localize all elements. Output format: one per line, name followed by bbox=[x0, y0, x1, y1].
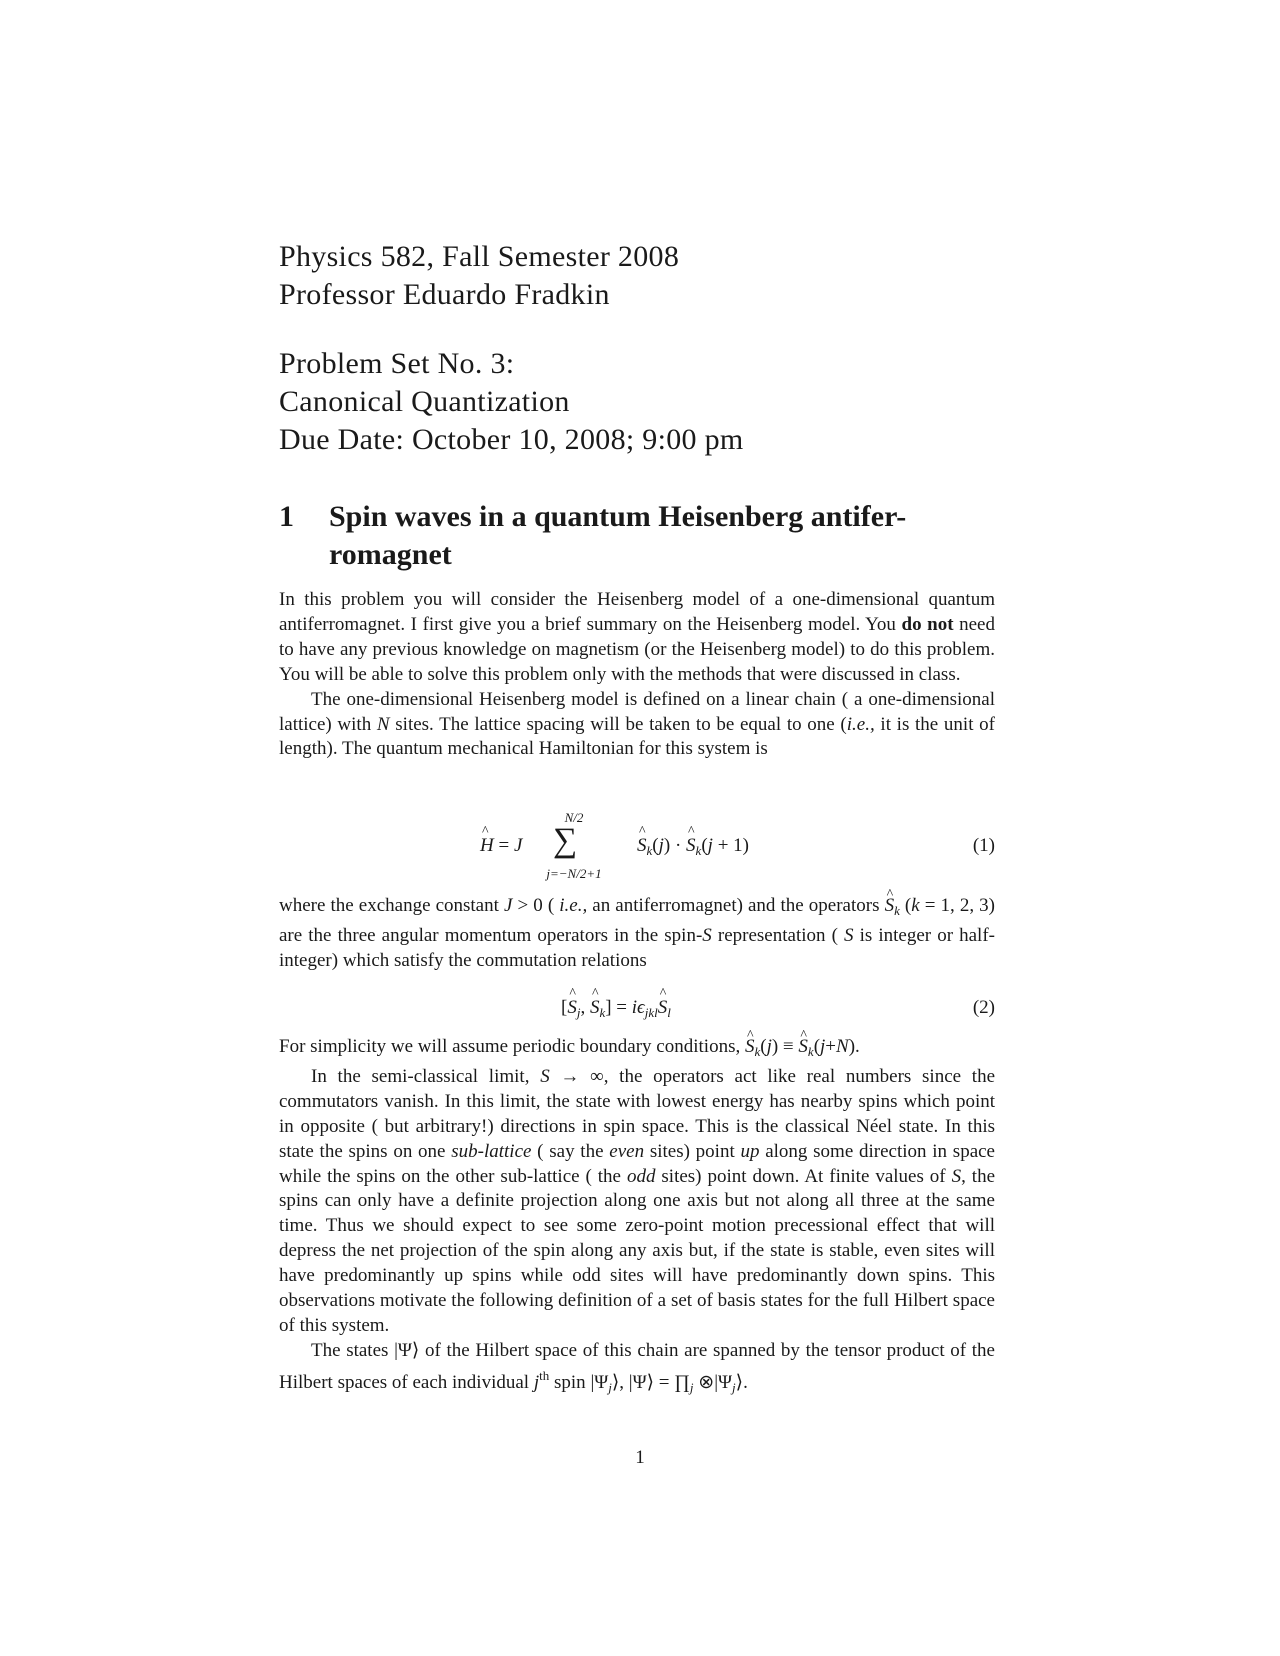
paragraph-intro: In this problem you will consider the Heisenberg model of a one-dimensional quantum antiferromagnet. I first give you a brief summary on the Heisenberg model. You do not need to have any previous knowledge on magnetism (or the Heisenberg model) to do this problem. You will be able to solve this problem only with the methods that were discussed in class. bbox=[279, 589, 995, 685]
paragraph-hilbert-space: The states |Ψ⟩ of the Hilbert space of this chain are spanned by the tensor product of the Hilbert spaces of each individual $j^{th}$ spin $|\Psi_j⟩$, |Ψ⟩ = $\prod_j$ $\otimes|\Psi_j⟩$. bbox=[279, 1339, 995, 1395]
professor-name: Professor Eduardo Fradkin bbox=[279, 278, 610, 311]
page-number: 1 bbox=[635, 1447, 645, 1468]
problem-set-topic: Canonical Quantization bbox=[279, 385, 570, 418]
paragraph-boundary-conditions: For simplicity we will assume periodic boundary conditions, ^ $S_k(j)$ ≡ ^ $S_k(j+N)$. bbox=[279, 1035, 995, 1065]
equation-2-number: (2) bbox=[972, 997, 995, 1018]
section-heading bbox=[279, 498, 995, 574]
paragraph-model-definition: The one-dimensional Heisenberg model is defined on a linear chain ( a one-dimensional lattice) with N sites. The lattice spacing will be taken to be equal to one (i.e., it is the unit of length). The quantum mechanical Hamiltonian for this system is bbox=[279, 688, 996, 760]
paragraph-exchange-constant: where the exchange constant J > 0 ( i.e., an antiferromagnet) and the operators ^ $S_k$ (k = 1, 2, 3) are the three angular momentum operators in the spin-S representation ( S is integer or half-integer) which satisfy the commutation relations bbox=[279, 894, 995, 974]
section-title-line2: romagnet bbox=[329, 538, 452, 571]
section-number: 1 bbox=[279, 500, 294, 533]
equation-1-number: (1) bbox=[972, 835, 995, 856]
paragraph-semiclassical-limit: In the semi-classical limit, S → ∞, the operators act like real numbers since the commutators vanish. In this limit, the state with lowest energy has nearby spins which point in opposite ( but arbitrary!) directions in spin space. This is the classical Néel state. In this state the spins on one sub-lattice ( say the even sites) point up along some direction in space while the spins on the other sub-lattice ( the odd sites) point down. At finite values of S, the spins can only have a definite projection along one axis but not along all three at the same time. Thus we should expect to see some zero-point motion precessional effect that will depress the net projection of the spin along any axis but, if the state is stable, even sites will have predominantly up spins while odd sites will have predominantly down spins. This observations motivate the following definition of a set of basis states for the full Hilbert space of this system. bbox=[279, 1065, 996, 1336]
equation-1: ^ H = J N/2 ∑ j=−N/2+1 ^ $S_k(j)$ · ^ $S_k(j + 1)$ (1) bbox=[279, 810, 995, 886]
problem-set-number: Problem Set No. 3: bbox=[279, 347, 515, 380]
body-text-block-3 bbox=[279, 1035, 995, 1401]
body-text-block-1 bbox=[279, 588, 995, 762]
course-header bbox=[279, 238, 995, 314]
due-date: Due Date: October 10, 2008; 9:00 pm bbox=[279, 423, 744, 456]
course-title: Physics 582, Fall Semester 2008 bbox=[279, 240, 680, 273]
summation-sign: ∑ bbox=[553, 822, 578, 859]
body-text-block-2 bbox=[279, 894, 995, 974]
problem-set-header bbox=[279, 345, 995, 459]
sum-lower-limit: j=−N/2+1 bbox=[546, 866, 602, 881]
sum-upper-limit: N/2 bbox=[564, 810, 584, 825]
equation-2: [^ $S_j$, ^ $S_k$] = $i\epsilon_{jkl}\^{}$ $S_l$ (2) bbox=[279, 997, 995, 1025]
section-title-line1: Spin waves in a quantum Heisenberg antifer- bbox=[329, 500, 907, 533]
